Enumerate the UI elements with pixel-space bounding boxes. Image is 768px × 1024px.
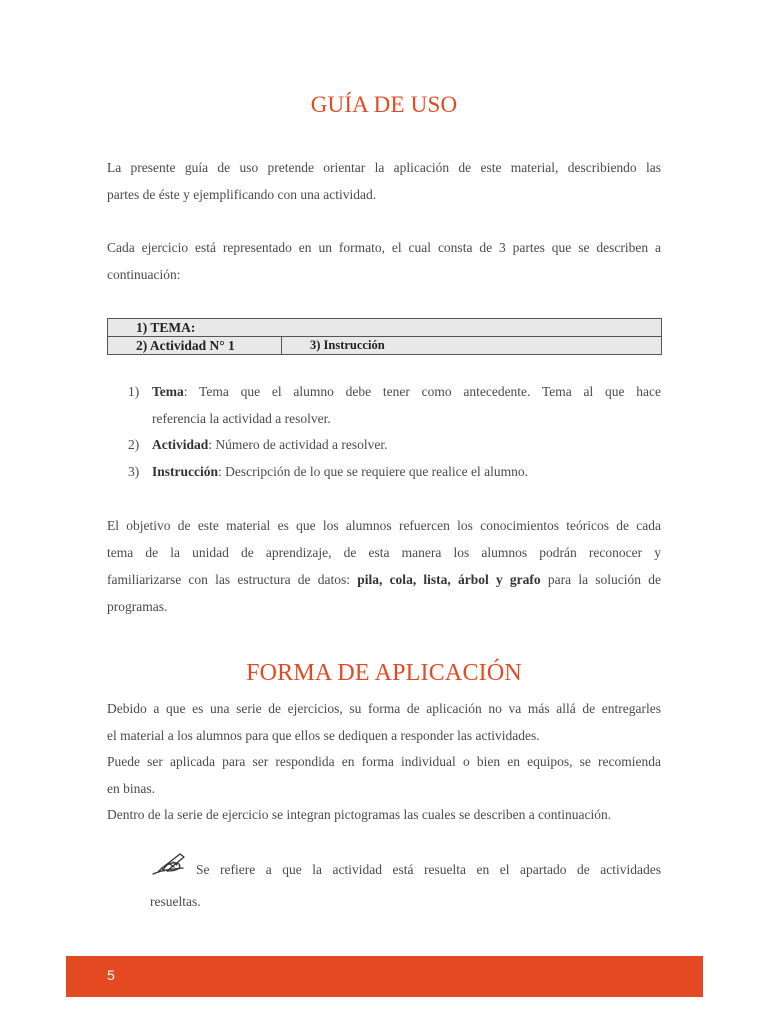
intro-p1-line-1: La presente guía de uso pretende orientar la aplicación de este material, describiendo las [107, 160, 661, 175]
data-structures-highlight: pila, cola, lista, árbol y grafo [357, 572, 541, 587]
list-item [128, 459, 661, 486]
application-line-1: Debido a que es una serie de ejercicios, su forma de aplicación no va más allá de entregarles [107, 701, 661, 716]
application-line-2: el material a los alumnos para que ellos se dediquen a responder las actividades. [107, 727, 540, 743]
format-row-tema: 1) TEMA: [108, 319, 662, 337]
list-item-text: : Número de actividad a resolver. [208, 437, 388, 452]
intro-p2-line-1: Cada ejercicio está representado en un formato, el cual consta de 3 partes que se describen a [107, 240, 661, 255]
pictogram-line-1 [150, 850, 661, 886]
list-item-number: 3) [128, 463, 140, 479]
application-line-3: Puede ser aplicada para ser respondida en forma individual o bien en equipos, se recomienda [107, 754, 661, 769]
section-title-guia-de-uso: GUÍA DE USO [310, 92, 458, 117]
application-line-5: Dentro de la serie de ejercicio se integran pictogramas las cuales se describen a continuación. [107, 807, 612, 822]
pictogram-line-2: resueltas. [150, 894, 201, 909]
objective-line-1: El objetivo de este material es que los alumnos refuercen los conocimientos teóricos de cada [107, 518, 661, 533]
objective-line-2: tema de la unidad de aprendizaje, de esta manera los alumnos podrán reconocer y [107, 545, 661, 560]
intro-paragraph-2 [107, 234, 661, 288]
pictogram-text: Se refiere a que la actividad está resuelta en el apartado de actividades [196, 862, 661, 877]
intro-paragraph-1 [107, 154, 661, 208]
application-paragraph [107, 696, 661, 829]
list-item-text: : Descripción de lo que se requiere que realice el alumno. [218, 463, 529, 479]
section-title-forma-de-aplicacion: FORMA DE APLICACIÓN [246, 660, 522, 686]
page-footer-bar [66, 956, 703, 997]
list-item-text-continued: referencia la actividad a resolver. [152, 410, 331, 426]
list-item-text: : Tema que el alumno debe tener como antecedente. Tema al que hace [183, 384, 661, 399]
objective-line-4: programas. [107, 599, 168, 614]
list-item [128, 379, 661, 432]
list-item [128, 432, 661, 459]
list-item-term: Tema [152, 384, 184, 399]
list-item-number: 1) [128, 384, 140, 399]
intro-p2-line-2: continuación: [107, 267, 181, 282]
application-line-4: en binas. [107, 780, 155, 796]
format-table [107, 318, 662, 355]
list-item-number: 2) [128, 437, 140, 452]
writing-hand-icon [150, 850, 192, 878]
intro-p1-line-2: partes de éste y ejemplificando con una actividad. [107, 187, 377, 202]
objective-line-3-end: para la solución de [540, 572, 661, 587]
list-item-term: Actividad [152, 437, 209, 452]
objective-line-3-start: familiarizarse con las estructura de datos: [107, 572, 358, 587]
format-cell-actividad: 2) Actividad N° 1 [108, 337, 282, 355]
objective-paragraph [107, 512, 661, 620]
pictogram-description [150, 850, 661, 918]
parts-list [128, 379, 661, 485]
format-cell-instruccion: 3) Instrucción [282, 337, 662, 355]
objective-line-3 [107, 566, 661, 593]
list-item-term: Instrucción [152, 463, 219, 479]
page-number: 5 [107, 967, 115, 983]
